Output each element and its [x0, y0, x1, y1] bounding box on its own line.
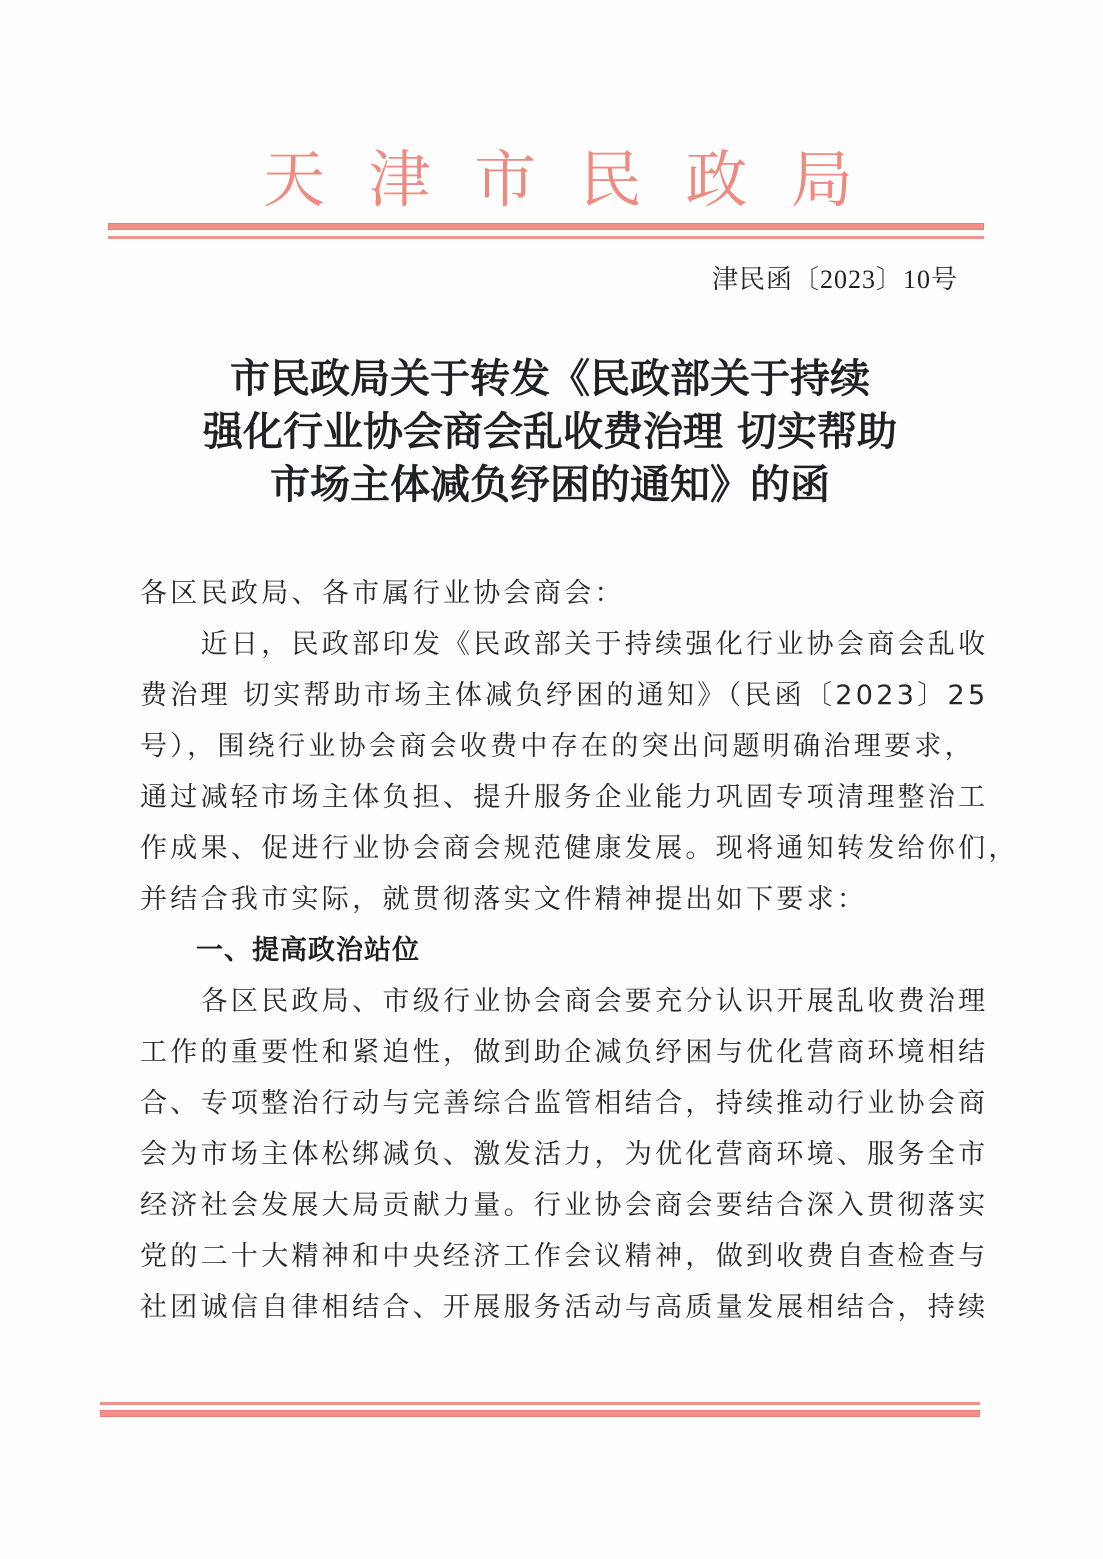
body-line: 社团诚信自律相结合、开展服务活动与高质量发展相结合，持续 [140, 1292, 989, 1323]
document-title [130, 352, 970, 511]
body-line: 经济社会发展大局贡献力量。行业协会商会要结合深入贯彻落实 [140, 1190, 989, 1221]
body-line: 通过减轻市场主体负担、提升服务企业能力巩固专项清理整治工 [140, 782, 989, 813]
body-line: 费治理 切实帮助市场主体减负纾困的通知》（民函〔2023〕25 [140, 680, 989, 711]
letterhead-char: 津 [368, 143, 431, 216]
body-line: 党的二十大精神和中央经济工作会议精神，做到收费自查检查与 [140, 1241, 989, 1272]
footer-rule-thick [100, 1410, 980, 1417]
letterhead-org-name [258, 140, 858, 220]
body-line: 作成果、促进行业协会商会规范健康发展。现将通知转发给你们， [140, 833, 1019, 864]
title-line: 市场主体减负纾困的通知》的函 [270, 461, 830, 508]
letterhead-char: 局 [790, 143, 853, 216]
document-body [140, 568, 1019, 1333]
body-line: 并结合我市实际，就贯彻落实文件精神提出如下要求： [140, 884, 868, 915]
letterhead-rule-thin [108, 236, 984, 239]
title-line: 市民政局关于转发《民政部关于持续 [230, 355, 870, 402]
footer-rule-thin [100, 1402, 980, 1405]
document-number: 津民函〔2023〕10号 [711, 265, 958, 294]
salutation: 各区民政局、各市属行业协会商会： [140, 578, 625, 609]
title-line: 强化行业协会商会乱收费治理 切实帮助 [203, 408, 897, 455]
section-heading: 一、提高政治站位 [140, 935, 420, 966]
letterhead-char: 天 [262, 143, 325, 216]
letterhead-char: 政 [685, 143, 748, 216]
body-line: 会为市场主体松绑减负、激发活力，为优化营商环境、服务全市 [140, 1139, 989, 1170]
letterhead-char: 市 [474, 143, 537, 216]
body-line: 工作的重要性和紧迫性，做到助企减负纾困与优化营商环境相结 [140, 1037, 989, 1068]
letterhead-rule-thick [108, 223, 984, 230]
body-line: 各区民政局、市级行业协会商会要充分认识开展乱收费治理 [140, 986, 989, 1017]
body-line: 号），围绕行业协会商会收费中存在的突出问题明确治理要求， [140, 731, 975, 762]
body-line: 近日，民政部印发《民政部关于持续强化行业协会商会乱收 [140, 629, 989, 660]
body-line: 合、专项整治行动与完善综合监管相结合，持续推动行业协会商 [140, 1088, 989, 1119]
letterhead-char: 民 [579, 143, 642, 216]
